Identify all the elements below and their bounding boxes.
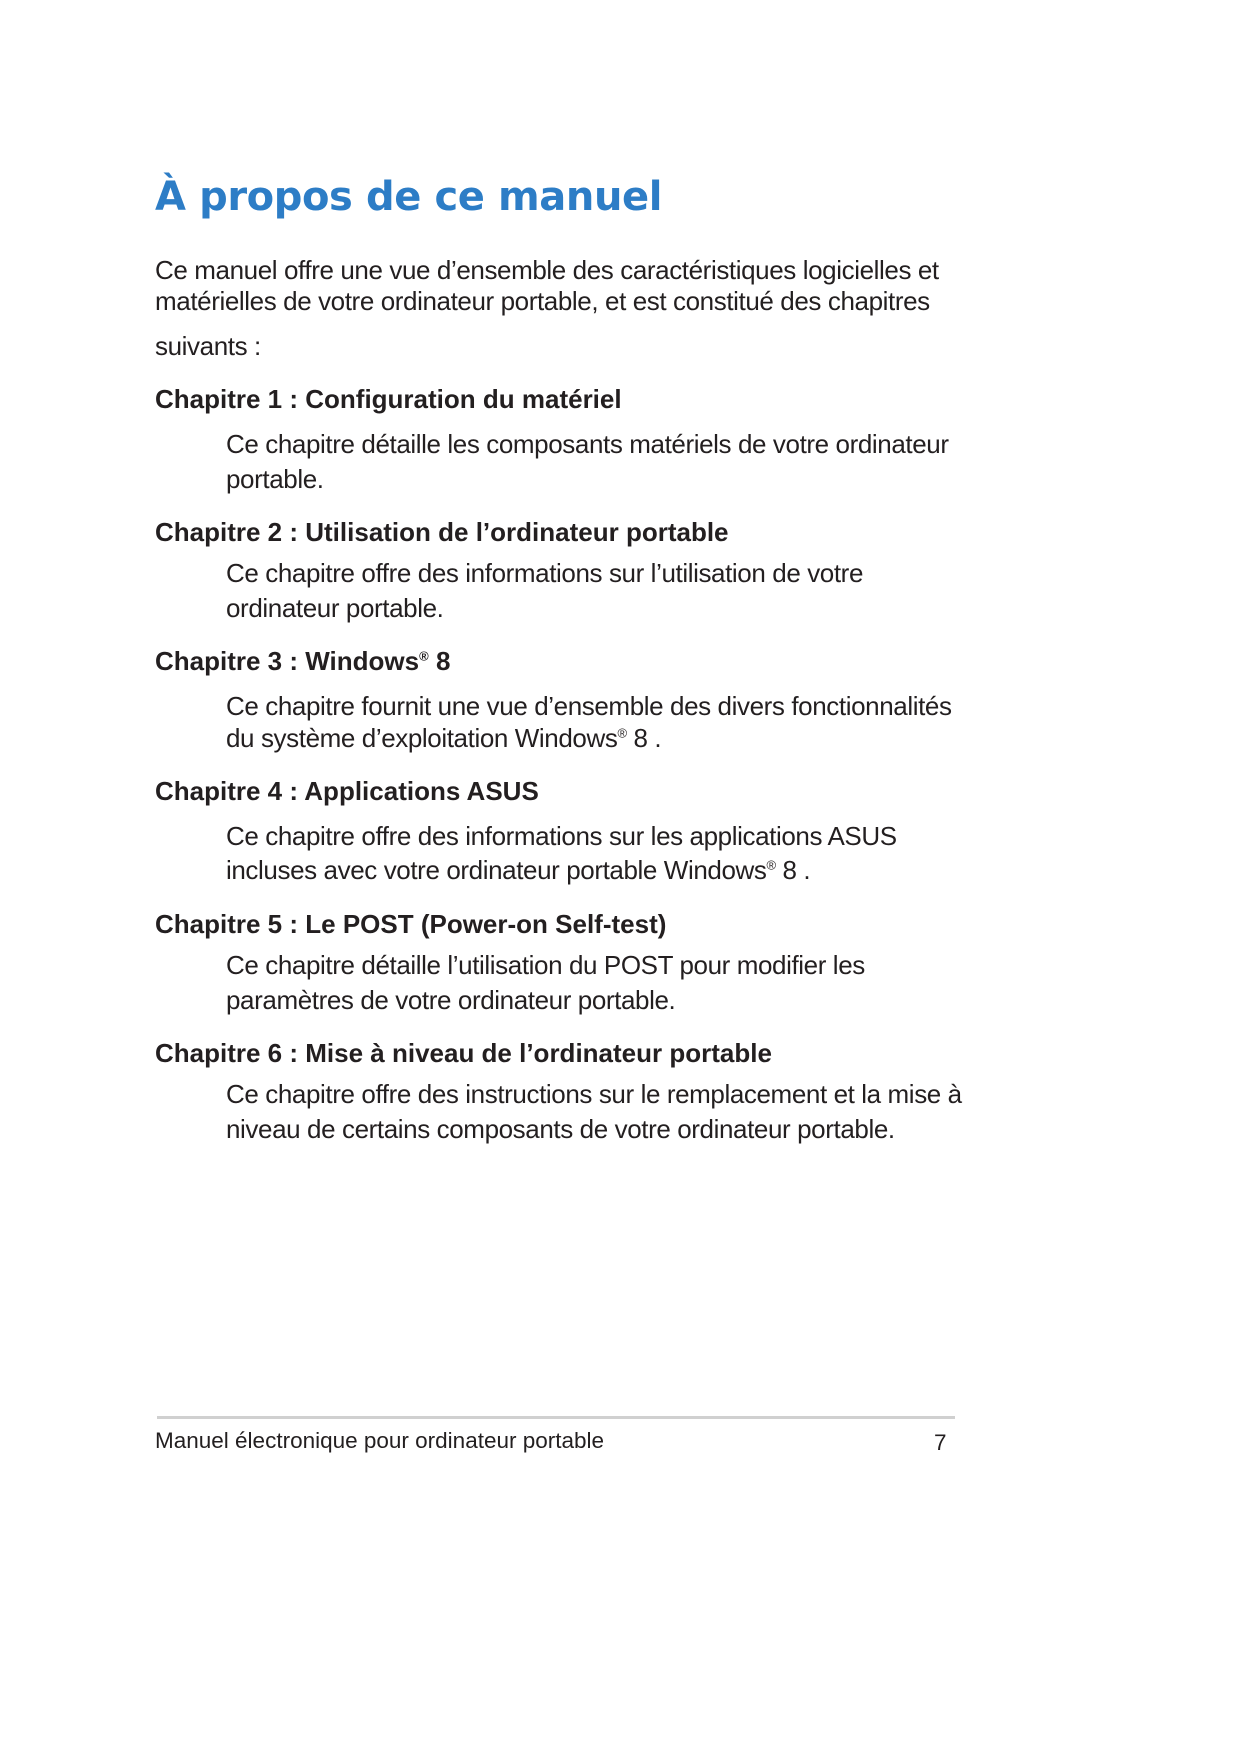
chapter-heading: Chapitre 6 : Mise à niveau de l’ordinateur portable: [155, 1038, 772, 1068]
chapter-description-line: paramètres de votre ordinateur portable.: [226, 985, 676, 1015]
chapter-description-line: incluses avec votre ordinateur portable Windows® 8 .: [226, 855, 811, 885]
page-title: À propos de ce manuel: [155, 174, 663, 220]
chapter-description-line: portable.: [226, 464, 324, 494]
chapter-description-line: Ce chapitre détaille les composants matériels de votre ordinateur: [226, 429, 949, 459]
chapter-heading: Chapitre 1 : Configuration du matériel: [155, 384, 622, 414]
chapter-description-line: Ce chapitre offre des informations sur l’utilisation de votre: [226, 558, 864, 588]
intro-line: matérielles de votre ordinateur portable, et est constitué des chapitres: [155, 286, 930, 316]
chapter-description-line: Ce chapitre détaille l’utilisation du POST pour modifier les: [226, 950, 865, 980]
chapter-description-line: Ce chapitre offre des instructions sur le remplacement et la mise à: [226, 1079, 962, 1109]
page-number: 7: [934, 1430, 947, 1455]
intro-line: suivants :: [155, 331, 261, 361]
chapter-heading: Chapitre 2 : Utilisation de l’ordinateur portable: [155, 517, 729, 547]
chapter-description-line: Ce chapitre offre des informations sur les applications ASUS: [226, 821, 897, 851]
chapter-heading: Chapitre 4 : Applications ASUS: [155, 776, 539, 806]
intro-line: Ce manuel offre une vue d’ensemble des caractéristiques logicielles et: [155, 255, 939, 285]
footer-rule: [157, 1416, 955, 1419]
chapter-description-line: niveau de certains composants de votre ordinateur portable.: [226, 1114, 895, 1144]
chapter-description-line: Ce chapitre fournit une vue d’ensemble des divers fonctionnalités: [226, 691, 952, 721]
chapter-description-line: ordinateur portable.: [226, 593, 444, 623]
chapter-heading: Chapitre 5 : Le POST (Power-on Self-test): [155, 909, 667, 939]
chapter-description-line: du système d’exploitation Windows® 8 .: [226, 723, 662, 753]
chapter-heading: Chapitre 3 : Windows® 8: [155, 646, 451, 676]
footer-title: Manuel électronique pour ordinateur portable: [155, 1428, 605, 1453]
